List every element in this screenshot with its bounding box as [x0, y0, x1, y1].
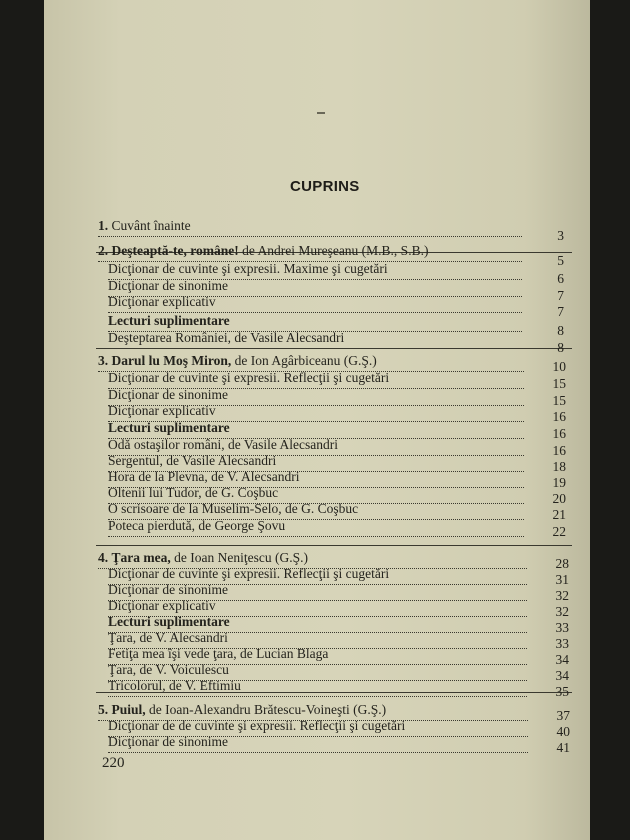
toc-entry-title	[108, 662, 232, 678]
toc-page-number: 33	[555, 620, 569, 635]
toc-entry-title	[108, 518, 288, 534]
toc-entry-title	[98, 353, 380, 369]
book-page	[44, 0, 590, 840]
toc-entry-title	[108, 420, 233, 436]
toc-page-number: 7	[557, 288, 564, 303]
toc-entry-text: Ţara, de V. Voiculescu	[108, 662, 229, 677]
toc-entry-text: Odă ostaşilor români, de Vasile Alecsandri	[108, 437, 338, 452]
toc-entry-text: Tricolorul, de V. Eftimiu	[108, 678, 241, 693]
toc-entry-title	[108, 370, 392, 386]
toc-entry-bold-title: Lecturi suplimentare	[108, 313, 230, 328]
toc-entry-title	[108, 646, 331, 662]
toc-entry-bold-title: Lecturi suplimentare	[108, 420, 230, 435]
page-title: CUPRINS	[290, 178, 360, 195]
toc-entry-title	[108, 501, 361, 517]
toc-entry-text: Dicţionar explicativ	[108, 294, 216, 309]
toc-entry	[44, 353, 590, 374]
toc-page-number: 15	[552, 376, 566, 391]
toc-entry-title	[98, 702, 389, 718]
toc-entry-text: Cuvânt înainte	[111, 218, 191, 233]
toc-entry-title	[108, 485, 281, 501]
toc-entry-title	[108, 469, 302, 485]
toc-entry-title	[108, 403, 219, 419]
toc-entry-text: Hora de la Plevna, de V. Alecsandri	[108, 469, 300, 484]
toc-entry	[44, 501, 590, 522]
toc-entry-title	[108, 598, 219, 614]
section-divider	[96, 545, 572, 546]
toc-entry	[44, 330, 590, 355]
toc-entry-text: Dicţionar de sinonime	[108, 387, 228, 402]
toc-entry	[44, 370, 590, 391]
toc-entry	[44, 734, 590, 755]
toc-page-number: 7	[557, 304, 564, 319]
toc-entry-title	[108, 718, 408, 734]
toc-page-number: 34	[555, 668, 569, 683]
toc-entry-text: Dicţionar de de cuvinte şi expresii. Reflecţii şi cugetări	[108, 718, 406, 733]
toc-page-number: 8	[557, 340, 564, 355]
toc-entry-title	[108, 294, 219, 310]
toc-page-number: 40	[556, 724, 570, 739]
toc-entry	[44, 678, 590, 699]
toc-entry	[44, 294, 590, 319]
toc-entry	[44, 243, 590, 268]
toc-entry-text: Sergentul, de Vasile Alecsandri	[108, 453, 277, 468]
toc-entry-title	[108, 734, 231, 750]
toc-entry-title	[108, 387, 231, 403]
toc-entry-text: Dicţionar explicativ	[108, 598, 216, 613]
toc-page-number: 16	[552, 409, 566, 424]
toc-page-number: 8	[557, 323, 564, 338]
toc-page-number: 6	[557, 271, 564, 286]
toc-page-number: 28	[555, 556, 569, 571]
toc-entry-title	[108, 313, 233, 329]
toc-entry-number: 3.	[98, 353, 112, 368]
toc-entry-text: de Ioan Neniţescu (G.Ş.)	[170, 550, 308, 565]
toc-entry-text: Oltenii lui Tudor, de G. Coşbuc	[108, 485, 279, 500]
toc-entry	[44, 218, 590, 243]
toc-entry-title	[108, 678, 244, 694]
toc-page-number: 21	[552, 507, 566, 522]
toc-entry-text: Dicţionar de sinonime	[108, 278, 228, 293]
toc-page-number: 5	[557, 253, 564, 268]
toc-entry-text: Fetiţa mea îşi vede ţara, de Lucian Blaga	[108, 646, 329, 661]
toc-entry-text: Poteca pierdută, de George Şovu	[108, 518, 286, 533]
toc-page-number: 3	[557, 228, 564, 243]
toc-page-number: 33	[555, 636, 569, 651]
toc-entry-number: 5.	[98, 702, 112, 717]
toc-entry-title	[108, 582, 231, 598]
toc-entry-text: Ţara, de V. Alecsandri	[108, 630, 228, 645]
toc-page-number: 16	[552, 426, 566, 441]
page-number: 220	[102, 755, 125, 771]
toc-entry	[44, 420, 590, 441]
toc-entry-title	[98, 550, 311, 566]
toc-page-number: 37	[556, 708, 570, 723]
toc-entry-text: Dicţionar de cuvinte şi expresii. Reflecţii şi cugetări	[108, 566, 390, 581]
toc-entry-number: 1.	[98, 218, 112, 233]
toc-entry-title	[98, 243, 431, 259]
toc-page-number: 20	[552, 491, 566, 506]
toc-entry-bold-title: Deşteaptă-te, române!	[111, 243, 239, 258]
toc-page-number: 32	[555, 588, 569, 603]
toc-entry-number: 2.	[98, 243, 112, 258]
toc-entry-text: Dicţionar de cuvinte şi expresii. Reflecţii şi cugetări	[108, 370, 390, 385]
toc-page-number: 31	[555, 572, 569, 587]
toc-page-number: 10	[552, 359, 566, 374]
decorative-dash	[317, 112, 325, 114]
toc-entry-text: de Ioan-Alexandru Brătescu-Voineşti (G.Ş.)	[145, 702, 387, 717]
toc-page-number: 34	[555, 652, 569, 667]
toc-entry-title	[108, 614, 233, 630]
toc-entry-title	[108, 261, 391, 277]
toc-entry-text: Dicţionar de sinonime	[108, 582, 228, 597]
toc-entry-title	[108, 566, 392, 582]
toc-entry	[44, 518, 590, 539]
toc-entry-bold-title: Lecturi suplimentare	[108, 614, 230, 629]
toc-entry-bold-title: Ţara mea,	[111, 550, 171, 565]
toc-entry-text: Deşteptarea României, de Vasile Alecsandri	[108, 330, 345, 345]
toc-page-number: 18	[552, 459, 566, 474]
toc-page-number: 41	[556, 740, 570, 755]
toc-entry-title	[108, 630, 231, 646]
toc-entry-text: O scrisoare de la Muselim-Selo, de G. Coşbuc	[108, 501, 359, 516]
toc-entry-text: de Ion Agârbiceanu (G.Ş.)	[231, 353, 377, 368]
toc-entry-text: de Andrei Mureşeanu (M.B., S.B.)	[238, 243, 429, 258]
toc-entry-number: 4.	[98, 550, 112, 565]
toc-page-number: 35	[555, 684, 569, 699]
toc-entry-text: Dicţionar de cuvinte şi expresii. Maxime şi cugetări	[108, 261, 388, 276]
toc-entry-bold-title: Puiul,	[111, 702, 146, 717]
toc-page-number: 16	[552, 443, 566, 458]
toc-page-number: 32	[555, 604, 569, 619]
toc-entry-title	[108, 330, 347, 346]
toc-entry-title	[108, 453, 279, 469]
toc-entry-title	[108, 437, 341, 453]
toc-entry-text: Dicţionar de sinonime	[108, 734, 228, 749]
toc-page-number: 15	[552, 393, 566, 408]
toc-page-number: 22	[552, 524, 566, 539]
toc-entry-bold-title: Darul lu Moş Miron,	[111, 353, 232, 368]
toc-entry-text: Dicţionar explicativ	[108, 403, 216, 418]
toc-entry-title	[108, 278, 231, 294]
toc-entry-title	[98, 218, 194, 234]
toc-entry	[44, 403, 590, 424]
toc-page-number: 19	[552, 475, 566, 490]
